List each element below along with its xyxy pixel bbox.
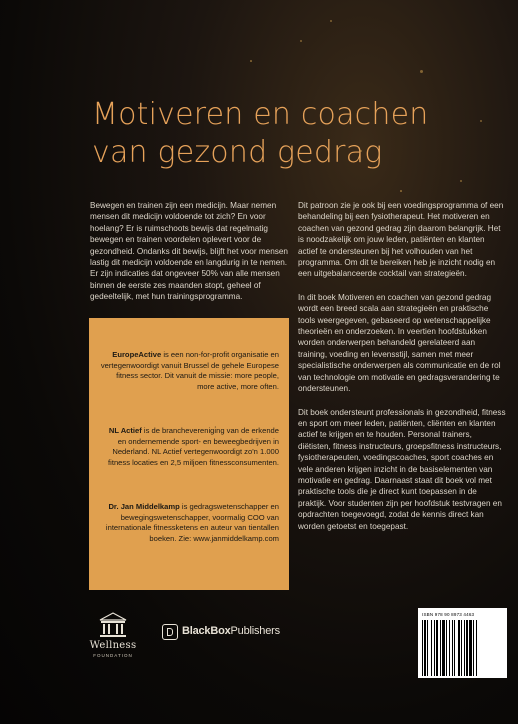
authors-info-box: [89, 318, 289, 590]
isbn-number: ISBN 978 90 8973 4463: [422, 612, 475, 617]
isbn-barcode: [418, 608, 507, 678]
description-column: [298, 200, 506, 544]
author-name: Dr. Jan Middelkamp: [108, 502, 180, 511]
description-paragraph-1: Dit patroon zie je ook bij een voedingsprogramma of een behandeling bij een fysiotherapeut. Het motiveren en coachen van gezond gedrag zijn daarom belangrijk. Het is noodzakelijk om jouw leden, patiënten en klanten actief te ondersteunen bij het volhouden van het programma. Om dit te bereiken heb je inzicht nodig en een uitgebalanceerde cocktail van strategieën.: [298, 201, 504, 279]
europeactive-name: EuropeActive: [112, 350, 162, 359]
publisher-rest: Publishers: [230, 625, 280, 637]
wellness-foundation-logo: [80, 610, 146, 666]
intro-paragraph: Bewegen en trainen zijn een medicijn. Maar nemen mensen dit medicijn voldoende tot zich? En voor hoelang? Er is ruimschoots bewijs dat regelmatig bewegen en trainen voordelen oplevert voor de gezondheid. Ondanks dit bewijs, blijft het voor mensen lastig dit medicijn voldoende en langdurig in te nemen. Er zijn indicaties dat ongeveer 50% van alle mensen binnen de eerste zes maanden stopt, geheel of gedeeltelijk, met hun trainingsprogramma.: [90, 201, 288, 302]
description-paragraph-2: In dit boek Motiveren en coachen van gezond gedrag wordt een breed scala aan strategieën en praktische tools weergegeven, gebaseerd op wetenschappelijke theorieën en onderzoeken. In veertien hoofdstukken worden onderwerpen behandeld gerelateerd aan training, voeding en levensstijl, samen met meer specialistische onderwerpen als communicatie en de rol van technologie om motivatie en gedragsverandering te ondersteunen.: [298, 292, 501, 394]
book-title: Motiveren en coachen van gezond gedrag: [92, 97, 429, 170]
author-desc: is gedragswetenschapper en bewegingswetenschapper, voormalig COO van internationale fitnessketens en auteur van tientallen boeken. Zie: www.janmiddelkamp.com: [105, 502, 279, 543]
europeactive-desc: is een non-for-profit organisatie en vertegenwoordigt vanuit Brussel de gehele Europese fitness sector. Dit vanuit de missie: more people, more active, more often.: [100, 350, 279, 391]
publisher-bold: BlackBox: [182, 625, 231, 637]
description-paragraph-3: Dit boek ondersteunt professionals in gezondheid, fitness en sport om meer leden, patiënten, cliënten en klanten actief te krijgen en te houden. Personal trainers, diëtisten, fitness instructeurs, groepsfitness instructeurs, fysiotherapeuten, voedingscoaches, sport coaches en vele anderen krijgen inzicht in de basiselementen van motivatie en gedrag. Daarnaast staat dit boek vol met praktische tools die je direct kunt toepassen in de praktijk. Voor studenten zijn per hoofdstuk testvragen en opdrachten toegevoegd, zodat de kennis direct kan worden getoetst en toegepast.: [298, 407, 506, 531]
nlactief-text: [99, 426, 279, 468]
nlactief-name: NL Actief: [108, 426, 142, 435]
publisher-wordmark: [182, 625, 280, 637]
nlactief-desc: is de brancheverenigi̇ng van de erkende en ondernemende sport- en beweegbedrijven in Nederland. NL Actief vertegenwoordigt zo'n 1.000 fitness locaties en 2,5 miljoen fitnessconsumenten.: [108, 426, 279, 467]
wellness-subtitle: FOUNDATION: [93, 653, 133, 658]
europeactive-text: [99, 350, 279, 392]
barcode-bars: [422, 620, 503, 676]
temple-icon: [80, 610, 146, 640]
author-text: [99, 502, 279, 544]
wellness-wordmark: Wellness: [89, 640, 137, 651]
blackbox-icon: [162, 624, 178, 640]
